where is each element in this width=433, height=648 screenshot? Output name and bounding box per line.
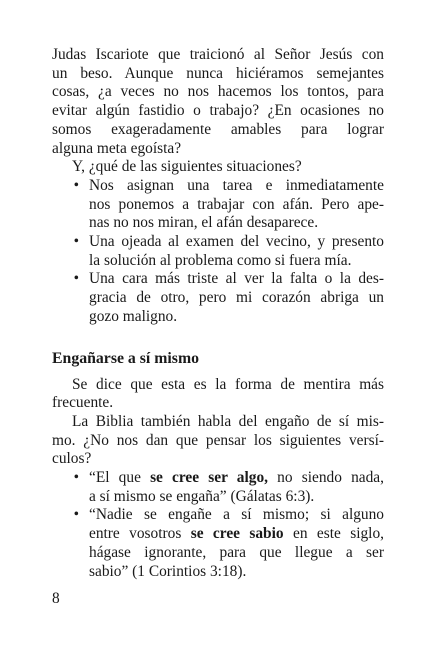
text-line: Judas Iscariote que traicionó al Señor Jesús con — [52, 46, 384, 63]
text-line: Una ojeada al examen del vecino, y presento — [89, 233, 384, 251]
list-item — [52, 233, 384, 270]
text-line: a sí mismo se engaña” (Gálatas 6:3). — [89, 487, 315, 505]
list-item — [52, 177, 384, 233]
list-item — [52, 270, 384, 326]
page-body — [52, 46, 384, 581]
text-line: alguna meta egoísta? — [52, 139, 182, 157]
text-line: nos ponemos a trabajar con afán. Pero ape- — [89, 195, 384, 213]
text-line: hágase ignorante, para que llegue a ser — [89, 543, 384, 561]
text-line: la solución al problema como si fuera mía. — [89, 251, 352, 269]
situations-list — [52, 177, 384, 327]
text-line: frecuente. — [52, 394, 114, 412]
text-line: Se dice que esta es la forma de mentira más — [72, 375, 384, 393]
text-line — [89, 525, 384, 544]
paragraph-3 — [52, 413, 384, 469]
paragraph-2 — [52, 376, 384, 413]
verse-emphasis: se cree sabio — [190, 525, 284, 543]
verse-text: en este siglo, — [283, 525, 385, 543]
bullet-icon: • — [73, 176, 79, 194]
text-line: mo. ¿No nos dan que pensar los siguientes versí- — [52, 431, 384, 449]
text-line: un beso. Aunque nunca hiciéramos semejantes — [52, 64, 384, 82]
list-item — [52, 506, 384, 581]
text-line: gracia de otro, pero mi corazón abriga un — [89, 289, 384, 307]
verse-text: no siendo nada, — [268, 469, 384, 487]
verse-emphasis: se cree ser algo, — [150, 469, 269, 487]
text-line: Nos asignan una tarea e inmediatamente — [89, 176, 384, 194]
text-line — [89, 469, 384, 488]
verses-list — [52, 469, 384, 581]
bullet-icon: • — [73, 233, 79, 251]
text-line: La Biblia también habla del engaño de sí mis- — [72, 412, 384, 430]
text-line: nas no nos miran, el afán desaparece. — [89, 214, 319, 232]
list-item — [52, 469, 384, 506]
text-line: evitar algún fastidio o trabajo? ¿En ocasiones no — [52, 102, 384, 120]
text-line: culos? — [52, 450, 92, 468]
bullet-icon: • — [73, 469, 79, 487]
text-line: cosas, ¿a veces no nos hacemos los tontos, para — [52, 83, 384, 101]
text-line: somos exageradamente amables para lograr — [52, 120, 384, 138]
bullet-icon: • — [73, 270, 79, 288]
text-line: “Nadie se engañe a sí mismo; si alguno — [89, 506, 384, 524]
text-line: sabio” (1 Corintios 3:18). — [89, 562, 247, 580]
text-line: Una cara más triste al ver la falta o la des- — [89, 270, 384, 288]
bullet-icon: • — [73, 506, 79, 524]
text-line: gozo maligno. — [89, 307, 178, 325]
section-heading: Engañarse a sí mismo — [52, 349, 200, 367]
verse-text: “El que — [89, 469, 151, 487]
page-number: 8 — [52, 590, 60, 607]
paragraph-1 — [52, 46, 384, 158]
intro-line: Y, ¿qué de las siguientes situaciones? — [72, 158, 302, 176]
verse-text: entre vosotros — [89, 525, 191, 543]
